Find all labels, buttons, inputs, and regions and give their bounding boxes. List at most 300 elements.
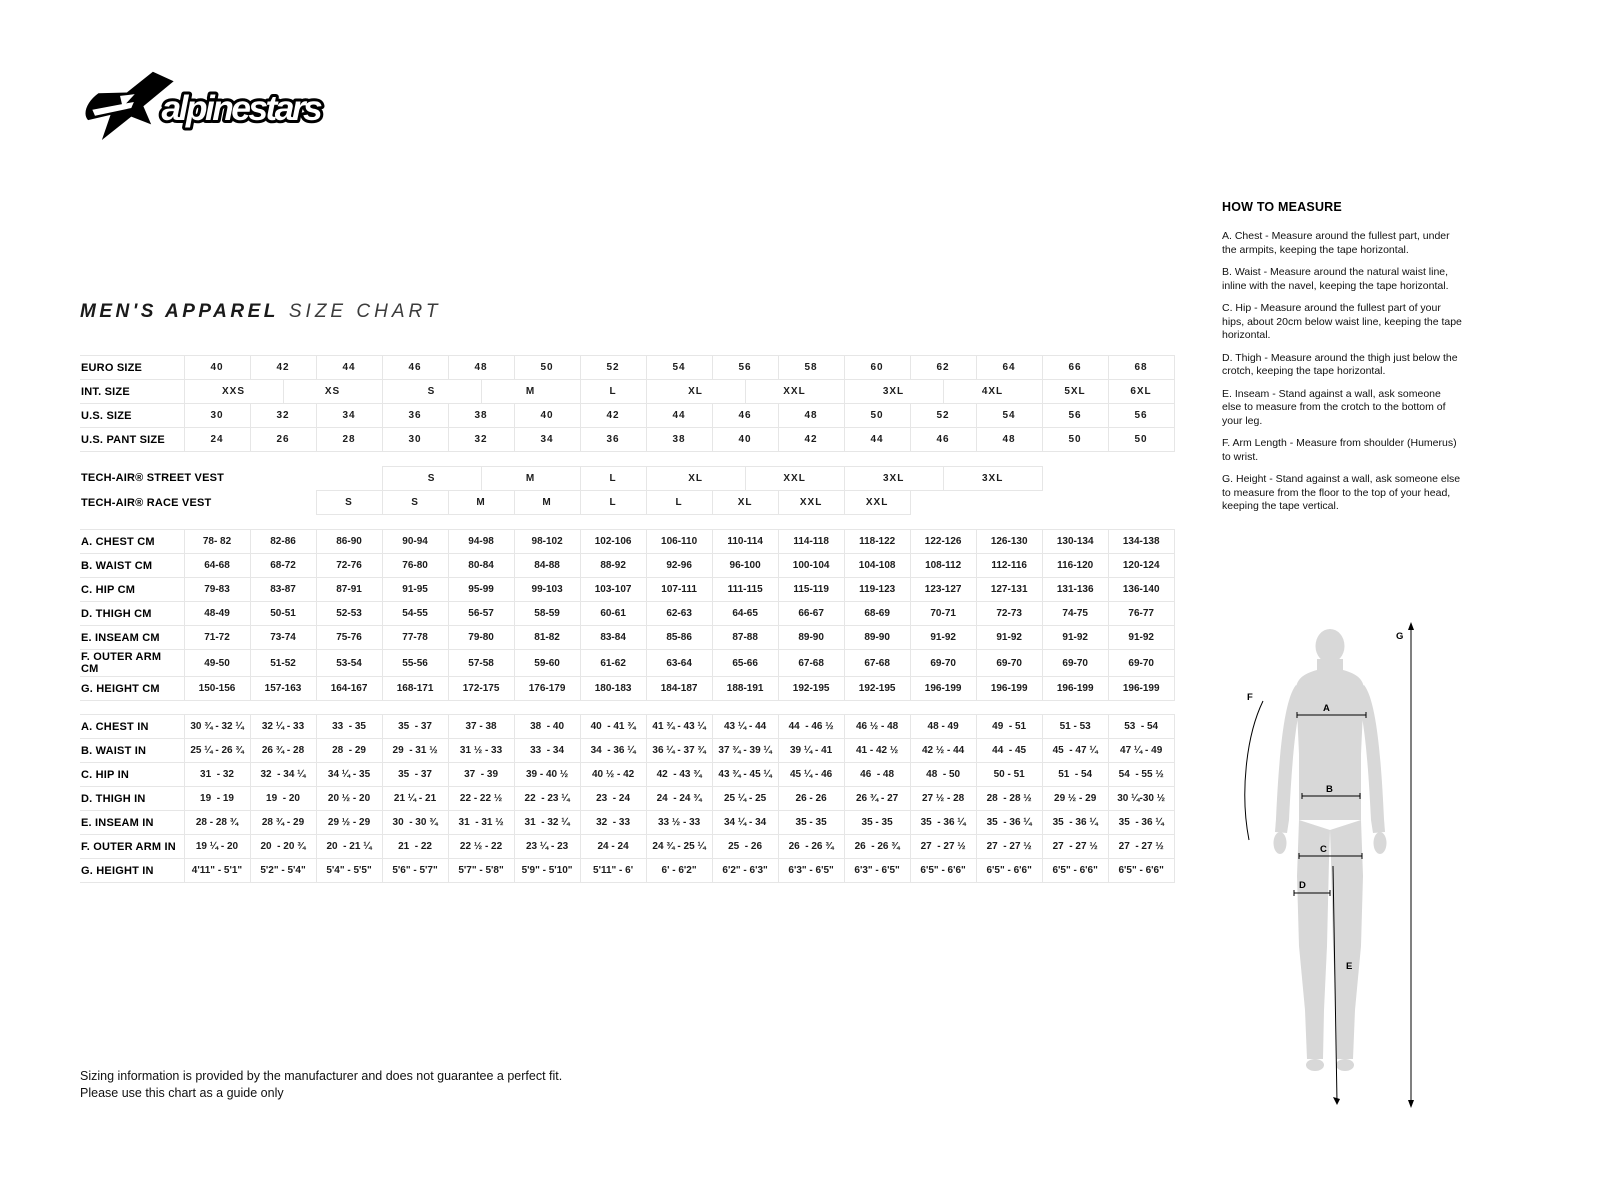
- size-cell: 44 - 45: [976, 739, 1042, 763]
- size-cell: 22 - 23 ¼: [514, 787, 580, 811]
- size-cell: 32 - 33: [580, 811, 646, 835]
- size-cell: 69-70: [976, 650, 1042, 677]
- size-cell: 118-122: [844, 530, 910, 554]
- size-cell: 131-136: [1042, 578, 1108, 602]
- size-cell: 63-64: [646, 650, 712, 677]
- size-cell: 27 - 27 ½: [1042, 835, 1108, 859]
- row-label: A. CHEST CM: [80, 530, 184, 554]
- size-cell: 24 - 24 ¾: [646, 787, 712, 811]
- size-cell: 43 ¾ - 45 ¼: [712, 763, 778, 787]
- size-cell: 54: [646, 356, 712, 380]
- row-label: B. WAIST CM: [80, 554, 184, 578]
- size-cell: 71-72: [184, 626, 250, 650]
- size-cell: 42 ½ - 44: [910, 739, 976, 763]
- size-cell: 22 - 22 ½: [448, 787, 514, 811]
- row-label: F. OUTER ARM CM: [80, 650, 184, 677]
- table-row: [80, 835, 1174, 859]
- size-table-inches: [80, 714, 1175, 883]
- size-cell: 32: [448, 428, 514, 452]
- size-cell: 36: [580, 428, 646, 452]
- size-cell: S: [382, 380, 481, 404]
- size-cell: 55-56: [382, 650, 448, 677]
- size-cell: 82-86: [250, 530, 316, 554]
- size-cell: XL: [712, 491, 778, 515]
- row-label: F. OUTER ARM IN: [80, 835, 184, 859]
- size-cell: 25 - 26: [712, 835, 778, 859]
- table-row: [80, 602, 1174, 626]
- row-label: B. WAIST IN: [80, 739, 184, 763]
- size-cell: 102-106: [580, 530, 646, 554]
- size-chart: [80, 355, 1174, 883]
- size-cell: 25 ¼ - 25: [712, 787, 778, 811]
- size-cell: 31 - 32: [184, 763, 250, 787]
- empty-cell: [1042, 467, 1174, 491]
- size-cell: 6'5" - 6'6": [1108, 859, 1174, 883]
- measure-instruction: D. Thigh - Measure around the thigh just below the crotch, keeping the tape horizontal.: [1222, 351, 1458, 377]
- size-cell: 33 - 34: [514, 739, 580, 763]
- size-cell: 110-114: [712, 530, 778, 554]
- howto-items: [1222, 230, 1462, 514]
- size-cell: 23 - 24: [580, 787, 646, 811]
- size-cell: 49-50: [184, 650, 250, 677]
- size-cell: M: [481, 467, 580, 491]
- size-cell: XXL: [778, 491, 844, 515]
- size-cell: 74-75: [1042, 602, 1108, 626]
- table-row: [80, 491, 1174, 515]
- label-hip: C: [1320, 844, 1327, 855]
- size-cell: 107-111: [646, 578, 712, 602]
- size-cell: 5'4" - 5'5": [316, 859, 382, 883]
- size-cell: 41 - 42 ½: [844, 739, 910, 763]
- measure-instruction: E. Inseam - Stand against a wall, ask someone else to measure from the crotch to the bottom of your leg.: [1222, 387, 1446, 427]
- size-cell: 27 - 27 ½: [910, 835, 976, 859]
- size-cell: 134-138: [1108, 530, 1174, 554]
- size-cell: 119-123: [844, 578, 910, 602]
- row-label: U.S. SIZE: [80, 404, 184, 428]
- size-cell: 126-130: [976, 530, 1042, 554]
- measure-instruction: B. Waist - Measure around the natural waist line, inline with the navel, keeping the tape horizontal.: [1222, 266, 1449, 292]
- size-cell: 35 - 36 ¼: [1108, 811, 1174, 835]
- brand-star-icon: [85, 72, 173, 140]
- size-cell: 50: [1108, 428, 1174, 452]
- disclaimer-line-2: Please use this chart as a guide only: [80, 1086, 284, 1100]
- size-cell: 19 ¼ - 20: [184, 835, 250, 859]
- size-cell: L: [646, 491, 712, 515]
- size-cell: 23 ¼ - 23: [514, 835, 580, 859]
- size-cell: 87-88: [712, 626, 778, 650]
- size-cell: 38: [448, 404, 514, 428]
- size-cell: 49 - 51: [976, 715, 1042, 739]
- row-label: TECH-AIR® RACE VEST: [81, 496, 212, 509]
- size-cell: 68-69: [844, 602, 910, 626]
- table-row: [80, 739, 1174, 763]
- label-thigh: D: [1299, 880, 1306, 891]
- size-cell: 32 ¼ - 33: [250, 715, 316, 739]
- size-cell: XXS: [184, 380, 283, 404]
- size-cell: 29 - 31 ½: [382, 739, 448, 763]
- size-cell: 42: [580, 404, 646, 428]
- size-cell: 120-124: [1108, 554, 1174, 578]
- size-cell: 60: [844, 356, 910, 380]
- size-cell: 35 - 36 ¼: [976, 811, 1042, 835]
- size-cell: 5XL: [1042, 380, 1108, 404]
- size-cell: 26 ¾ - 27: [844, 787, 910, 811]
- size-cell: L: [580, 380, 646, 404]
- size-cell: 38 - 40: [514, 715, 580, 739]
- size-cell: 50: [1042, 428, 1108, 452]
- size-cell: 68-72: [250, 554, 316, 578]
- size-cell: 33 - 35: [316, 715, 382, 739]
- size-cell: 90-94: [382, 530, 448, 554]
- size-cell: 58: [778, 356, 844, 380]
- size-cell: 35 - 37: [382, 715, 448, 739]
- table-row: [80, 763, 1174, 787]
- size-cell: 79-80: [448, 626, 514, 650]
- size-cell: 6'5" - 6'6": [910, 859, 976, 883]
- size-cell: 76-77: [1108, 602, 1174, 626]
- size-cell: 34 ¼ - 35: [316, 763, 382, 787]
- size-cell: 192-195: [844, 677, 910, 701]
- size-cell: 112-116: [976, 554, 1042, 578]
- row-label: C. HIP IN: [80, 763, 184, 787]
- size-cell: 56: [1108, 404, 1174, 428]
- table-row: [80, 578, 1174, 602]
- size-cell: 28 - 29: [316, 739, 382, 763]
- size-cell: 32 - 34 ¼: [250, 763, 316, 787]
- table-row: [80, 677, 1174, 701]
- size-cell: 89-90: [778, 626, 844, 650]
- size-cell: 196-199: [910, 677, 976, 701]
- size-cell: 6XL: [1108, 380, 1174, 404]
- size-cell: 26: [250, 428, 316, 452]
- size-cell: 72-73: [976, 602, 1042, 626]
- size-cell: 196-199: [976, 677, 1042, 701]
- page-title-main: MEN'S APPAREL: [80, 301, 279, 322]
- size-cell: 33 ½ - 33: [646, 811, 712, 835]
- size-cell: 176-179: [514, 677, 580, 701]
- size-cell: M: [448, 491, 514, 515]
- table-row: [80, 859, 1174, 883]
- size-cell: 130-134: [1042, 530, 1108, 554]
- size-cell: 108-112: [910, 554, 976, 578]
- size-cell: XXL: [844, 491, 910, 515]
- size-cell: 48: [976, 428, 1042, 452]
- size-cell: 51 - 53: [1042, 715, 1108, 739]
- size-cell: 54: [976, 404, 1042, 428]
- size-cell: 22 ½ - 22: [448, 835, 514, 859]
- size-cell: L: [580, 467, 646, 491]
- size-cell: 76-80: [382, 554, 448, 578]
- size-cell: 25 ¼ - 26 ¾: [184, 739, 250, 763]
- size-cell: 67-68: [778, 650, 844, 677]
- size-cell: 4'11" - 5'1": [184, 859, 250, 883]
- size-cell: 28 - 28 ¾: [184, 811, 250, 835]
- size-cell: 69-70: [1108, 650, 1174, 677]
- size-cell: 48: [448, 356, 514, 380]
- size-cell: 62: [910, 356, 976, 380]
- page-title-sub: SIZE CHART: [288, 301, 442, 322]
- table-row: [80, 650, 1174, 677]
- size-cell: 103-107: [580, 578, 646, 602]
- size-cell: 69-70: [1042, 650, 1108, 677]
- size-cell: 5'2" - 5'4": [250, 859, 316, 883]
- row-label: G. HEIGHT CM: [80, 677, 184, 701]
- label-arm: F: [1247, 692, 1253, 703]
- size-cell: 30 ¾ - 32 ¼: [184, 715, 250, 739]
- size-cell: 35 - 35: [844, 811, 910, 835]
- size-cell: 40: [514, 404, 580, 428]
- size-cell: 99-103: [514, 578, 580, 602]
- size-cell: 28: [316, 428, 382, 452]
- size-cell: 96-100: [712, 554, 778, 578]
- size-cell: 136-140: [1108, 578, 1174, 602]
- size-cell: 50 - 51: [976, 763, 1042, 787]
- size-cell: S: [316, 491, 382, 515]
- size-cell: 83-84: [580, 626, 646, 650]
- size-cell: 5'11" - 6': [580, 859, 646, 883]
- size-cell: 54 - 55 ½: [1108, 763, 1174, 787]
- measure-instruction: A. Chest - Measure around the fullest part, under the armpits, keeping the tape horizontal.: [1222, 230, 1450, 256]
- size-cell: 48 - 49: [910, 715, 976, 739]
- howto-heading: HOW TO MEASURE: [1222, 200, 1342, 214]
- size-cell: 40: [712, 428, 778, 452]
- size-cell: 6'2" - 6'3": [712, 859, 778, 883]
- size-cell: 73-74: [250, 626, 316, 650]
- table-row: [80, 715, 1174, 739]
- label-chest: A: [1323, 703, 1330, 714]
- size-table-sizes: [80, 355, 1175, 452]
- size-cell: 86-90: [316, 530, 382, 554]
- size-cell: 95-99: [448, 578, 514, 602]
- size-cell: 31 - 31 ½: [448, 811, 514, 835]
- size-cell: 27 - 27 ½: [976, 835, 1042, 859]
- size-cell: 44: [646, 404, 712, 428]
- size-cell: XXL: [745, 467, 844, 491]
- size-cell: XXL: [745, 380, 844, 404]
- size-cell: 34: [514, 428, 580, 452]
- table-row: [80, 356, 1174, 380]
- size-cell: 19 - 20: [250, 787, 316, 811]
- label-height: G: [1396, 631, 1404, 642]
- size-cell: 88-92: [580, 554, 646, 578]
- size-cell: 34 - 36 ¼: [580, 739, 646, 763]
- size-cell: S: [382, 467, 481, 491]
- size-cell: 34: [316, 404, 382, 428]
- label-inseam: E: [1346, 961, 1353, 972]
- size-cell: 58-59: [514, 602, 580, 626]
- size-cell: 54-55: [382, 602, 448, 626]
- size-cell: 6'5" - 6'6": [976, 859, 1042, 883]
- table-row: [80, 787, 1174, 811]
- size-cell: 27 ½ - 28: [910, 787, 976, 811]
- size-cell: 6'5" - 6'6": [1042, 859, 1108, 883]
- row-label: E. INSEAM CM: [80, 626, 184, 650]
- size-cell: 35 - 36 ¼: [910, 811, 976, 835]
- size-table-tech-air: [80, 466, 1174, 515]
- size-cell: 78- 82: [184, 530, 250, 554]
- body-silhouette-diagram: [1233, 614, 1447, 1126]
- size-cell: XS: [283, 380, 382, 404]
- size-cell: 72-76: [316, 554, 382, 578]
- row-label: EURO SIZE: [80, 356, 184, 380]
- size-cell: 57-58: [448, 650, 514, 677]
- size-cell: 6' - 6'2": [646, 859, 712, 883]
- table-row: [80, 554, 1174, 578]
- size-cell: 69-70: [910, 650, 976, 677]
- size-cell: 50: [514, 356, 580, 380]
- size-cell: 44: [316, 356, 382, 380]
- arm-length-line: [1245, 701, 1263, 840]
- size-cell: 44: [844, 428, 910, 452]
- size-cell: 79-83: [184, 578, 250, 602]
- measure-instruction: C. Hip - Measure around the fullest part of your hips, about 20cm below waist line, keeping the tape horizontal.: [1222, 302, 1462, 341]
- size-cell: 4XL: [943, 380, 1042, 404]
- size-cell: 53-54: [316, 650, 382, 677]
- size-cell: XL: [646, 380, 745, 404]
- size-cell: 41 ¾ - 43 ¼: [646, 715, 712, 739]
- size-cell: 64: [976, 356, 1042, 380]
- size-cell: 39 ¼ - 41: [778, 739, 844, 763]
- size-cell: 37 - 38: [448, 715, 514, 739]
- size-cell: 52: [910, 404, 976, 428]
- size-cell: 29 ½ - 29: [1042, 787, 1108, 811]
- size-cell: 92-96: [646, 554, 712, 578]
- size-cell: 29 ½ - 29: [316, 811, 382, 835]
- size-cell: 53 - 54: [1108, 715, 1174, 739]
- size-cell: 172-175: [448, 677, 514, 701]
- size-cell: 5'9" - 5'10": [514, 859, 580, 883]
- size-cell: 48: [778, 404, 844, 428]
- size-cell: 47 ¼ - 49: [1108, 739, 1174, 763]
- size-cell: 31 ½ - 33: [448, 739, 514, 763]
- size-cell: 157-163: [250, 677, 316, 701]
- page-title: [80, 301, 441, 323]
- size-cell: 91-92: [1042, 626, 1108, 650]
- size-cell: 30 - 30 ¾: [382, 811, 448, 835]
- size-cell: 27 - 27 ½: [1108, 835, 1174, 859]
- size-cell: 50-51: [250, 602, 316, 626]
- size-cell: 24 ¾ - 25 ¼: [646, 835, 712, 859]
- size-cell: 91-92: [976, 626, 1042, 650]
- size-cell: 168-171: [382, 677, 448, 701]
- measure-instruction: F. Arm Length - Measure from shoulder (Humerus) to wrist.: [1222, 437, 1457, 463]
- size-cell: 66-67: [778, 602, 844, 626]
- size-cell: 6'3" - 6'5": [844, 859, 910, 883]
- size-cell: 46: [712, 404, 778, 428]
- size-cell: 5'7" - 5'8": [448, 859, 514, 883]
- measure-instruction: G. Height - Stand against a wall, ask someone else to measure from the floor to the top of your head, keeping the tape vertical.: [1222, 473, 1461, 512]
- empty-cell: [910, 491, 1174, 515]
- size-cell: 21 - 22: [382, 835, 448, 859]
- size-cell: 100-104: [778, 554, 844, 578]
- size-cell: 35 - 37: [382, 763, 448, 787]
- size-cell: 38: [646, 428, 712, 452]
- size-cell: 40 - 41 ¾: [580, 715, 646, 739]
- size-cell: 3XL: [844, 467, 943, 491]
- size-cell: 30: [382, 428, 448, 452]
- size-cell: 45 ¼ - 46: [778, 763, 844, 787]
- size-cell: 24 - 24: [580, 835, 646, 859]
- table-row: [80, 380, 1174, 404]
- size-cell: 24: [184, 428, 250, 452]
- size-cell: 36: [382, 404, 448, 428]
- size-cell: 192-195: [778, 677, 844, 701]
- size-cell: 56-57: [448, 602, 514, 626]
- size-cell: 30: [184, 404, 250, 428]
- alpinestars-logo: [82, 68, 350, 148]
- size-cell: 48 - 50: [910, 763, 976, 787]
- size-cell: 42: [250, 356, 316, 380]
- size-cell: 48-49: [184, 602, 250, 626]
- size-cell: 83-87: [250, 578, 316, 602]
- size-cell: 43 ¼ - 44: [712, 715, 778, 739]
- size-cell: 81-82: [514, 626, 580, 650]
- size-cell: 30 ¼-30 ½: [1108, 787, 1174, 811]
- size-cell: 19 - 19: [184, 787, 250, 811]
- size-cell: 61-62: [580, 650, 646, 677]
- size-cell: 40: [184, 356, 250, 380]
- size-cell: 80-84: [448, 554, 514, 578]
- row-label: U.S. PANT SIZE: [80, 428, 184, 452]
- table-row: [80, 626, 1174, 650]
- howto-panel: [1222, 200, 1462, 523]
- size-cell: 188-191: [712, 677, 778, 701]
- size-cell: 26 ¾ - 28: [250, 739, 316, 763]
- size-cell: 106-110: [646, 530, 712, 554]
- size-cell: 3XL: [943, 467, 1042, 491]
- size-cell: 62-63: [646, 602, 712, 626]
- row-label: TECH-AIR® STREET VEST: [81, 472, 225, 485]
- size-cell: 52-53: [316, 602, 382, 626]
- row-label: D. THIGH CM: [80, 602, 184, 626]
- size-cell: 111-115: [712, 578, 778, 602]
- size-cell: 64-68: [184, 554, 250, 578]
- size-cell: 20 - 20 ¾: [250, 835, 316, 859]
- size-cell: 20 ½ - 20: [316, 787, 382, 811]
- size-cell: 28 ¾ - 29: [250, 811, 316, 835]
- size-cell: S: [382, 491, 448, 515]
- size-cell: 46 - 48: [844, 763, 910, 787]
- size-cell: 87-91: [316, 578, 382, 602]
- size-cell: 34 ¼ - 34: [712, 811, 778, 835]
- size-cell: 51-52: [250, 650, 316, 677]
- size-cell: 122-126: [910, 530, 976, 554]
- table-row: [80, 428, 1174, 452]
- size-cell: 56: [1042, 404, 1108, 428]
- size-cell: M: [481, 380, 580, 404]
- size-cell: 85-86: [646, 626, 712, 650]
- size-cell: 35 - 35: [778, 811, 844, 835]
- size-cell: 67-68: [844, 650, 910, 677]
- row-label: G. HEIGHT IN: [80, 859, 184, 883]
- row-label: E. INSEAM IN: [80, 811, 184, 835]
- size-cell: 127-131: [976, 578, 1042, 602]
- size-cell: 66: [1042, 356, 1108, 380]
- row-label: INT. SIZE: [80, 380, 184, 404]
- table-row: [80, 530, 1174, 554]
- size-cell: 44 - 46 ½: [778, 715, 844, 739]
- size-table-cm: [80, 529, 1175, 701]
- size-cell: 32: [250, 404, 316, 428]
- size-cell: 164-167: [316, 677, 382, 701]
- size-cell: 64-65: [712, 602, 778, 626]
- size-cell: 5'6" - 5'7": [382, 859, 448, 883]
- size-cell: 184-187: [646, 677, 712, 701]
- table-row: [80, 467, 1174, 491]
- size-cell: 46: [910, 428, 976, 452]
- size-cell: 37 ¾ - 39 ¼: [712, 739, 778, 763]
- size-cell: 94-98: [448, 530, 514, 554]
